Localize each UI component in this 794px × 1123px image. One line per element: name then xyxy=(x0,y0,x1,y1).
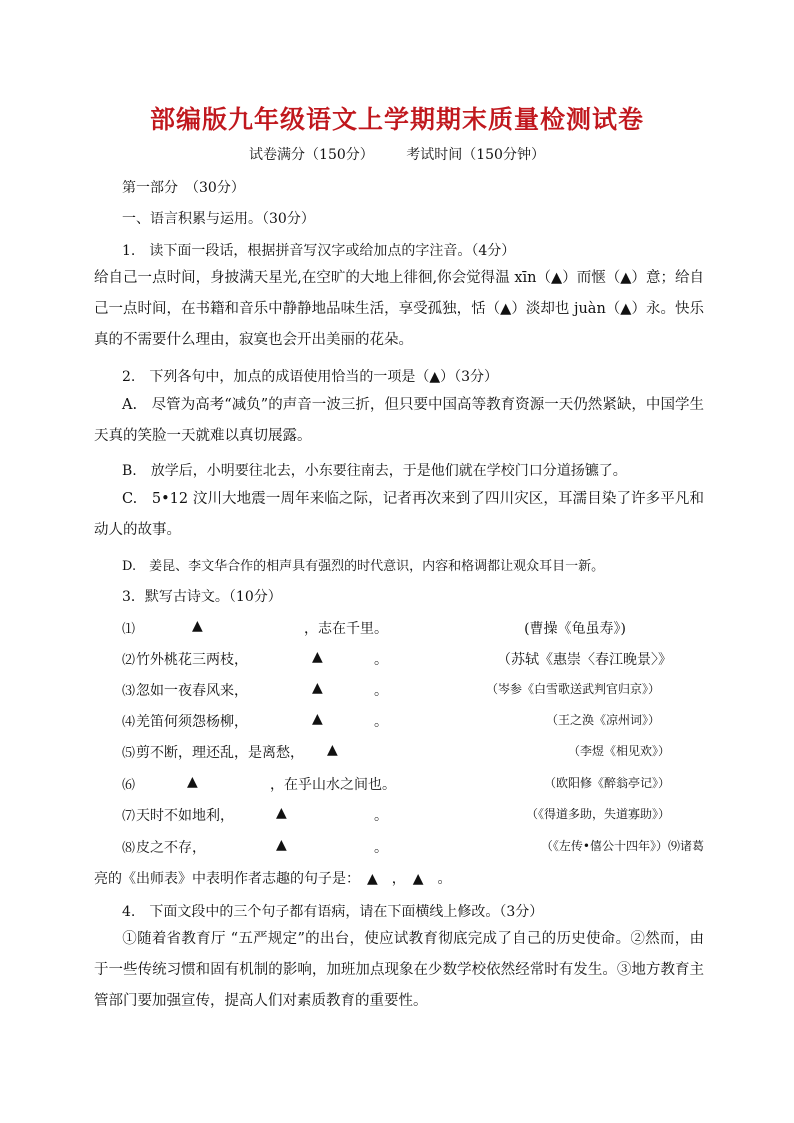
verse-source: （《得道多助，失道寡助》） xyxy=(525,807,670,821)
item-number: ⑹ xyxy=(122,778,136,793)
blank-marker: ▲ xyxy=(312,649,323,665)
q4-passage xyxy=(94,924,704,1017)
blank-marker: ▲ xyxy=(312,711,323,727)
q3-item-8 xyxy=(122,837,704,857)
verse-punct: 。 xyxy=(374,683,388,699)
item-number: ⑻ xyxy=(122,841,136,856)
verse-punct: 。 xyxy=(374,652,388,668)
part-heading: 第一部分 （30分） xyxy=(122,180,245,196)
q2-option-c-text: C. 5•12 汶川大地震一周年来临之际，记者再次来到了四川灾区，耳濡目染了许多平凡和动人的故事。 xyxy=(94,491,704,538)
q1-passage-text: 给自己一点时间，身披满天星光,在空旷的大地上徘徊,你会觉得温 xīn（▲）而惬（▲）意；给自己一点时间，在书籍和音乐中静静地品味生活，享受孤独，恬（▲）淡却也 juàn（▲）永。快乐真的不需要什么理由，寂寞也会开出美丽的花朵。 xyxy=(94,270,704,348)
item-number: ⑵ xyxy=(122,653,136,668)
verse-punct: 。 xyxy=(374,840,388,856)
full-score: 试卷满分（150分） xyxy=(249,147,374,163)
blank-marker: ▲ xyxy=(327,742,338,758)
verse-punct: 。 xyxy=(374,714,388,730)
q2-option-c xyxy=(94,484,704,546)
verse-source: （欧阳修《醉翁亭记》） xyxy=(543,776,670,790)
blank-marker: ▲ xyxy=(187,774,198,790)
q1-stem: 1. 读下面一段话，根据拼音写汉字或给加点的字注音。（4分） xyxy=(122,243,516,259)
blank-marker: ▲ xyxy=(276,805,287,821)
verse-source: （苏轼《惠崇〈春江晚景〉》 xyxy=(497,652,672,668)
q3-item-6 xyxy=(122,774,702,794)
item-number: ⑶ xyxy=(122,684,136,699)
verse-source: （李煜《相见欢》） xyxy=(567,744,670,758)
exam-info xyxy=(0,144,794,164)
verse-text: ，在乎山水之间也。 xyxy=(270,777,396,793)
item-number: ⑸ xyxy=(122,746,136,761)
verse-text: 皮之不存， xyxy=(136,840,206,856)
section-heading: 一、语言积累与运用。（30分） xyxy=(122,211,315,227)
q3-item-3 xyxy=(122,680,702,700)
verse-text: 剪不断，理还乱，是离愁， xyxy=(136,745,304,761)
q4-passage-text: ①随着省教育厅 “五严规定”的出台，使应试教育彻底完成了自己的历史使命。②然而，由于一些传统习惯和固有机制的影响，加班加点现象在少数学校依然经常时有发生。③地方教育主管部门要加强宣传，提高人们对素质教育的重要性。 xyxy=(94,931,704,1009)
blank-marker: ▲ xyxy=(312,680,323,696)
verse-source: （岑参《白雪歌送武判官归京》） xyxy=(485,682,660,696)
exam-time: 考试时间（150分钟） xyxy=(406,147,545,163)
verse-source: （王之涣《凉州词》） xyxy=(545,713,660,727)
q2-option-a xyxy=(94,390,704,452)
q2-option-b: B. 放学后，小明要往北去，小东要往南去，于是他们就在学校门口分道扬镳了。 xyxy=(122,463,627,479)
verse-text: 忽如一夜春风来， xyxy=(136,683,248,699)
q2-option-a-text: A. 尽管为高考“减负”的声音一波三折，但只要中国高等教育资源一天仍然紧缺，中国学生天真的笑脸一天就难以真切展露。 xyxy=(94,397,704,444)
verse-source: (曹操《龟虽寿》) xyxy=(524,621,626,637)
blank-marker: ▲ xyxy=(192,618,203,634)
q3-item-2 xyxy=(122,649,702,669)
q2-option-d: D. 姜昆、李文华合作的相声具有强烈的时代意识，内容和格调都让观众耳目一新。 xyxy=(122,559,605,574)
item-number: ⑺ xyxy=(122,809,136,824)
q1-passage xyxy=(94,263,704,356)
item-number: ⑷ xyxy=(122,715,136,730)
q3-stem: 3．默写古诗文。（10分） xyxy=(122,589,282,605)
verse-punct: 。 xyxy=(374,808,388,824)
q3-tail: 亮的《出师表》中表明作者志趣的句子是： ▲ ， ▲ 。 xyxy=(94,871,452,887)
q3-item-1 xyxy=(122,618,702,638)
q2-stem: 2. 下列各句中，加点的成语使用恰当的一项是（▲）（3分） xyxy=(122,369,499,385)
item-number: ⑴ xyxy=(122,622,136,637)
verse-text: 天时不如地利， xyxy=(136,808,234,824)
blank-marker: ▲ xyxy=(276,837,287,853)
q3-item-5 xyxy=(122,742,702,762)
q3-item-4 xyxy=(122,711,702,731)
verse-source: （《左传•僖公十四年》）⑼诸葛 xyxy=(540,839,704,853)
verse-text: 竹外桃花三两枝， xyxy=(136,652,248,668)
page-title: 部编版九年级语文上学期期末质量检测试卷 xyxy=(149,105,644,134)
q3-item-7 xyxy=(122,805,702,825)
q4-stem: 4. 下面文段中的三个句子都有语病，请在下面横线上修改。（3分） xyxy=(122,904,544,920)
verse-text: 羌笛何须怨杨柳， xyxy=(136,714,248,730)
verse-text: ，志在千里。 xyxy=(304,621,388,637)
